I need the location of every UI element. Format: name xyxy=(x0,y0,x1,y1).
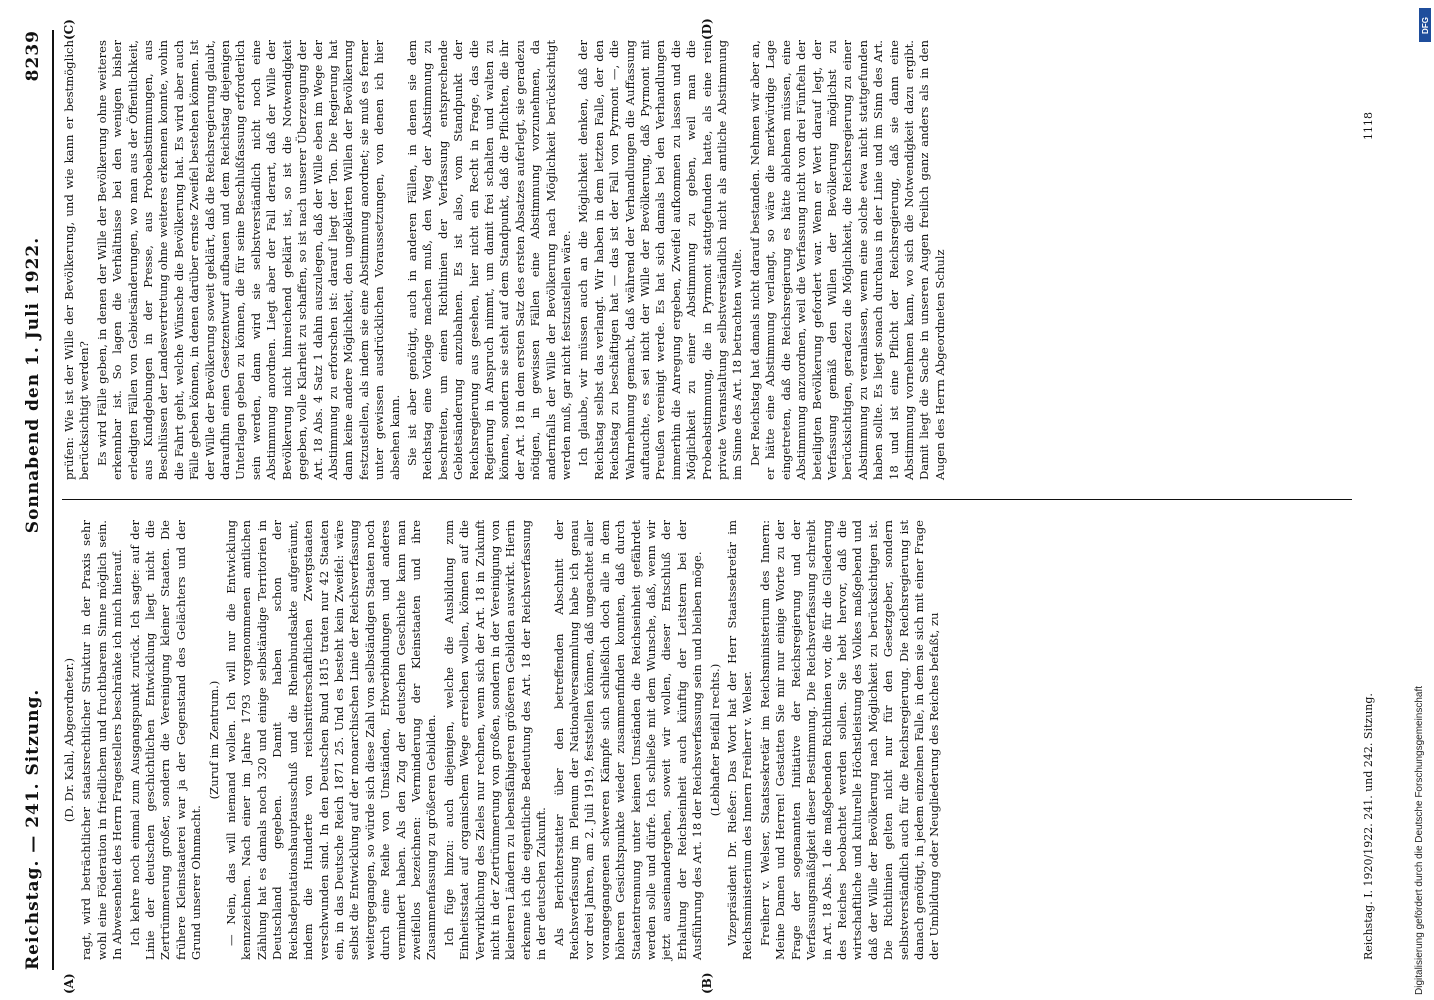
header-date: Sonnabend den 1. Juli 1922. xyxy=(23,236,43,534)
paragraph: ragt, wird beträchtlicher staatsrechtlicher Struktur in der Praxis sehr wohl eine Föderation in friedlichem und fruchtbarem Sinne möglich sein. In Abwesenheit des Herrn Fragestellers beschränke ich mich hierauf. xyxy=(79,520,125,960)
interjection: (Zuruf im Zentrum.) xyxy=(206,680,221,800)
header-left: Reichstag. — 241. Sitzung. xyxy=(23,688,43,970)
paragraph: prüfen: Wie ist der Wille der Bevölkerung, und wie kann er bestmöglich berücksichtigt werden? xyxy=(62,40,92,480)
paragraph: Der Reichstag hat damals nicht darauf bestanden. Nehmen wir aber an, er hätte eine Abstimmung verlangt, so wäre die merkwürdige Lage eingetreten, daß die Reichsregierung es hätte ablehnen müssen, eine Abstimmung anzuordnen, weil die Verfassung nicht von drei Fünfteln der beteiligten Bevölkerung gefordert war. Wenn er Wert darauf legt, der Verfassung gemäß den Willen der Bevölkerung möglichst zu berücksichtigen, geradezu die Möglichkeit, die Reichsregierung zu einer Abstimmung zu veranlassen, wenn eine solche etwa nicht stattgefunden haben sollte. Es liegt sonach durchaus in der Linie und im Sinn des Art. 18 und ist eine Pflicht der Reichsregierung, daß sie dann eine Abstimmung vornehmen kann, wo sich die Notwendigkeit dazu ergibt. Damit liegt die Sache in unseren Augen freilich ganz anders als in den Augen des Herrn Abgeordneten Schulz xyxy=(747,40,947,480)
paragraph: Freiherr v. Welser, Staatssekretär im Reichsministerium des Innern: Meine Damen und Herren! Gestatten Sie mir nur einige Worte zu der Frage der sogenannten Initiative der Reichsregierung und der Verfassungsmäßigkeit dieser Bestimmung. Die Reichsverfassung schreibt in Art. 18 Abs. 1 die maßgebenden Richtlinien vor, die für die Gliederung des Reiches beobachtet werden sollen. Sie hebt hervor, daß die wirtschaftliche und kulturelle Höchstleistung des Volkes maßgebend und daß der Wille der Bevölkerung nach Möglichkeit zu berücksichtigen ist. Die Richtlinien gelten nicht nur für den Gesetzgeber, sondern selbstverständlich auch für die Reichsregierung. Die Reichsregierung ist danach genötigt, in jedem einzelnen Falle, in dem sie sich mit einer Frage der Umbildung oder Neugliederung des Reiches befaßt, zu xyxy=(757,520,942,960)
paragraph: Als Berichterstatter über den betreffenden Abschnitt der Reichsverfassung im Plenum der Nationalversammlung habe ich genau vor drei Jahren, am 2. Juli 1919, feststellen können, daß ungeachtet aller vorangegangenen schweren Kämpfe sich schließlich doch alle in dem höheren Gesichtspunkte wieder zusammenfinden konnten, daß durch Staatentrennung unter keinen Umständen die Reichseinheit gefährdet werden solle und dürfe. Ich schließe mit dem Wunsche, daß, wenn wir jetzt auseinandergehen, soweit wir wollen, dieser Entschluß der Erhaltung der Reichseinheit auch künftig der Leitstern bei der Ausführung des Art. 18 der Reichsverfassung sein und bleiben möge. xyxy=(551,520,705,960)
paragraph: — Nein, das will niemand wollen. Ich will nur die Entwicklung kennzeichnen. Nach einer im Jahre 1793 vorgenommenen amtlichen Zählung hat es damals noch 320 und einige selbständige Territorien in Deutschland gegeben. Damit haben schon der Reichsdeputationshauptausschuß und die Rheinbundsakte aufgeräumt, indem die Hunderte von reichsritterschaftlichen Zwergstaaten verschwunden sind. In den Deutschen Bund 1815 traten nur 42 Staaten ein, in das Deutsche Reich 1871 25. Und es besteht kein Zweifel: wäre selbst die Entwicklung auf der monarchischen Linie der Reichsverfassung weitergegangen, so würde sich diese Zahl von selbständigen Staaten noch durch eine Reihe von Umständen, Erbverbindungen und anderes vermindert haben. Als den Zug der deutschen Geschichte kann man zweifellos bezeichnen: Verminderung der Kleinstaaten und ihre Zusammenfassung zu größeren Gebilden. xyxy=(224,520,439,960)
paragraph: Es wird Fälle geben, in denen der Wille der Bevölkerung ohne weiteres erkennbar ist. So lagen die Verhältnisse bei den wenigen bisher erledigten Fällen von Gebietsänderungen, wo man aus der Öffentlichkeit, aus Kundgebungen in der Presse, aus Probeabstimmungen, aus Beschlüssen der Landesvertretung ohne weiteres erkennen konnte, wohin die Fahrt geht, welche Wünsche die Bevölkerung hat. Es wird aber auch Fälle geben können, in denen darüber ernste Zweifel bestehen können. Ist der Wille der Bevölkerung soweit geklärt, daß die Reichsregierung glaubt, daraufhin einen Gesetzentwurf aufbauen und dem Reichstag diejenigen Unterlagen geben zu können, die für seine Beschlußfassung erforderlich sein werden, dann wird sie selbstverständlich nicht noch eine Abstimmung anordnen. Liegt aber der Fall derart, daß der Wille der Bevölkerung nicht hinreichend geklärt ist, so ist die Notwendigkeit gegeben, volle Klarheit zu schaffen, so ist nach unserer Überzeugung der Art. 18 Abs. 4 Satz 1 dahin auszulegen, daß der Wille eben im Wege der Abstimmung zu erforschen ist: darauf liegt der Ton. Die Regierung hat dann keine andere Möglichkeit, den ungeklärten Willen der Bevölkerung festzustellen, als indem sie eine Abstimmung anordnet; sie muß es ferner unter gewissen ausdrücklichen Voraussetzungen, von denen ich hier absehen kann. xyxy=(94,40,402,480)
margin-mark-b: (B) xyxy=(700,972,714,994)
text-column-right xyxy=(62,40,950,480)
digitization-credit xyxy=(1408,0,1434,1000)
header-rule xyxy=(52,30,54,970)
paragraph: Sie ist aber genötigt, auch in anderen Fällen, in denen sie dem Reichstag eine Vorlage machen muß, den Weg der Abstimmung zu beschreiten, um einen Richtlinien der Verfassung entsprechende Gebietsänderung anzubahnen. Es ist also, vom Standpunkt der Reichsregierung aus gesehen, hier nicht ein Recht in Frage, das die Regierung in Anspruch nimmt, um damit frei schalten und walten zu können, sondern sie steht auf dem Standpunkt, daß die Pflichten, die ihr der Art. 18 in dem ersten Satz des ersten Absatzes auferlegt, sie geradezu nötigen, in gewissen Fällen eine Abstimmung vorzunehmen, da andernfalls der Wille der Bevölkerung nach Möglichkeit berücksichtigt werden muß, gar nicht festzustellen wäre. xyxy=(404,40,573,480)
interjection: (Lebhafter Beifall rechts.) xyxy=(707,663,722,817)
credit-text: Digitalisierung gefördert durch die Deutsche Forschungsgemeinschaft xyxy=(1414,685,1425,995)
footer-signature: Reichstag. I. 1920/1922. 241. und 242. Sitzung. xyxy=(1362,693,1375,960)
dfg-logo xyxy=(1419,8,1431,42)
text-column-left xyxy=(62,520,945,960)
footer-sheet-number: 1118 xyxy=(1362,112,1375,140)
dfg-logo-text: DFG xyxy=(1420,16,1430,34)
speaker-note: (D. Dr. Kahl, Abgeordneter.) xyxy=(62,657,76,823)
margin-mark-d: (D) xyxy=(700,18,714,40)
page-number: 8239 xyxy=(23,30,43,82)
paragraph: Ich kehre noch einmal zum Ausgangspunkt zurück. Ich sagte: auf der Linie der deutschen geschichtlichen Entwicklung liegt nicht die Zertrümmerung großer, sondern die Vereinigung kleiner Staaten. Die frühere Kleinstaaterei war ja der Gegenstand des Gelächters und der Grund unserer Ohnmacht. xyxy=(127,520,204,960)
column-divider xyxy=(62,499,1352,500)
paragraph: Vizepräsident Dr. Rießer: Das Wort hat der Herr Staatssekretär im Reichsministerium des Innern Freiherr v. Welser. xyxy=(725,520,755,960)
margin-mark-a: (A) xyxy=(62,973,76,994)
margin-mark-c: (C) xyxy=(62,19,76,40)
paragraph: Ich glaube, wir müssen auch an die Möglichkeit denken, daß der Reichstag selbst das verlangt. Wir haben in dem letzten Falle, der den Reichstag zu beschäftigen hat — das ist der Fall von Pyrmont —, die Wahrnehmung gemacht, daß während der Verhandlungen die Auffassung auftauchte, es sei nicht der Wille der Bevölkerung, daß Pyrmont mit Preußen vereinigt werde. Es hat sich damals bei den Verhandlungen immerhin die Anregung ergeben, Zweifel aufkommen zu lassen und die Möglichkeit zu einer Abstimmung zu geben, weil man die Probeabstimmung, die in Pyrmont stattgefunden hatte, als eine rein private Veranstaltung selbstverständlich nicht als amtliche Abstimmung im Sinne des Art. 18 betrachten wollte. xyxy=(576,40,745,480)
paragraph: Ich füge hinzu: auch diejenigen, welche die Ausbildung zum Einheitsstaat auf organischem Wege erreichen wollen, können auf die Verwirklichung des Zieles nur rechnen, wenn sich der Art. 18 in Zukunft nicht in der Zertrümmerung von großen, sondern in der Vereinigung von kleineren Ländern zu lebensfähigeren größeren Gebilden auswirkt. Hierin erkenne ich die eigentliche Bedeutung des Art. 18 der Reichsverfassung in der deutschen Zukunft. xyxy=(441,520,549,960)
page-header xyxy=(20,30,46,970)
